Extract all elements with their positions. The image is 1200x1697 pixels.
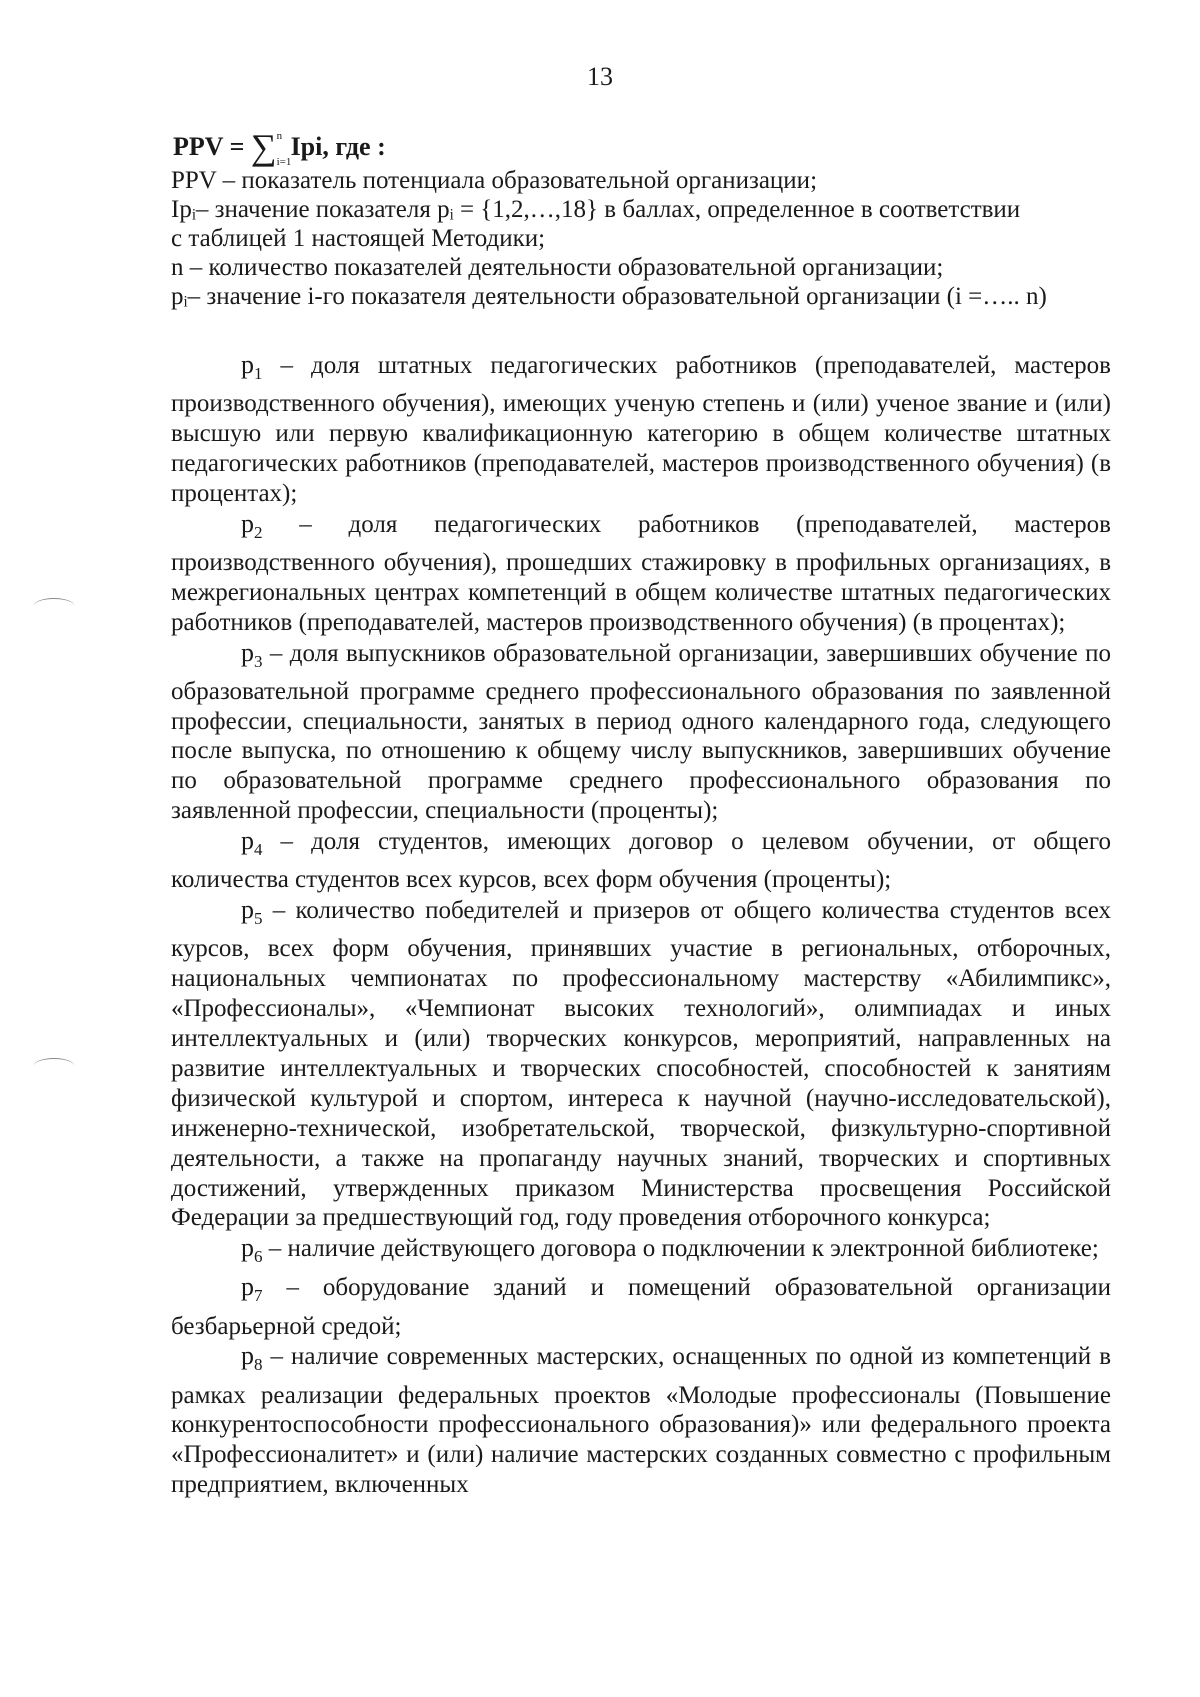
indicator-paragraph-p5 bbox=[171, 895, 1111, 1233]
indicator-text: – доля выпускников образовательной организации, завершивших обучение по образовательной программе среднего профессионального образования по заявленной профессии, специальности, занятых в период одного календарного года, следующего после выпуска, по отношению к общему числу выпускников, завершивших обучение по образовательной программе среднего профессионального образования по заявленной профессии, специальности (проценты); bbox=[171, 639, 1111, 825]
indicator-text: – доля педагогических работников (преподавателей, мастеров производственного обучения), прошедших стажировку в профильных организациях, в межрегиональных центрах компетенций в общем количестве штатных педагогических работников (преподавателей, мастеров производственного обучения) (в процентах); bbox=[171, 510, 1111, 636]
formula-legend bbox=[171, 166, 1131, 311]
indicator-list bbox=[171, 350, 1111, 1500]
legend-line: Ipᵢ– значение показателя pᵢ = {1,2,…,18} в баллах, определенное в соответствии bbox=[171, 196, 1021, 223]
indicator-text: – наличие современных мастерских, оснащенных по одной из компетенций в рамках реализации федеральных проектов «Молодые профессионалы (Повышение конкурентоспособности профессионального образования)» или федерального проекта «Профессионалитет» и (или) наличие мастерских созданных совместно с профильным предприятием, включенных bbox=[171, 1343, 1111, 1499]
indicator-paragraph-p3 bbox=[171, 638, 1111, 827]
indicator-label: $p_3$ bbox=[241, 637, 263, 671]
indicator-text: – доля студентов, имеющих договор о целевом обучении, от общего количества студентов всех курсов, всех форм обучения (проценты); bbox=[171, 828, 1111, 894]
sigma-symbol: ∑ bbox=[250, 127, 277, 167]
indicator-label: $p_5$ bbox=[241, 895, 263, 929]
indicator-text: – оборудование зданий и помещений образовательной организации безбарьерной средой; bbox=[171, 1274, 1111, 1340]
sigma-lower-limit: i=1 bbox=[276, 156, 292, 169]
indicator-paragraph-p2 bbox=[171, 509, 1111, 638]
page-number: 13 bbox=[587, 62, 613, 91]
indicator-label: $p_7$ bbox=[241, 1272, 263, 1306]
indicator-label: $p_1$ bbox=[241, 350, 263, 384]
legend-line: n – количество показателей деятельности образовательной организации; bbox=[171, 254, 944, 281]
indicator-paragraph-p4 bbox=[171, 826, 1111, 895]
indicator-text: – доля штатных педагогических работников (преподавателей, мастеров производственного обучения), имеющих ученую степень и (или) ученое звание и (или) высшую или первую квалификационную категорию в общем количестве штатных педагогических работников (преподавателей, мастеров производственного обучения) (в процентах); bbox=[171, 352, 1111, 507]
indicator-paragraph-p6 bbox=[171, 1233, 1111, 1272]
indicator-label: $p_8$ bbox=[241, 1341, 263, 1375]
indicator-paragraph-p7 bbox=[171, 1272, 1111, 1341]
formula-lhs: PPV = bbox=[173, 132, 251, 161]
indicator-text: – наличие действующего договора о подключении к электронной библиотеке; bbox=[262, 1235, 1099, 1263]
legend-line: с таблицей 1 настоящей Методики; bbox=[171, 225, 546, 252]
legend-line: pᵢ– значение i-го показателя деятельности образовательной организации (i =….. n) bbox=[171, 283, 1047, 310]
formula-suffix: , где : bbox=[322, 132, 386, 161]
indicator-label: $p_2$ bbox=[241, 508, 263, 542]
scan-margin-mark bbox=[34, 598, 74, 613]
formula-term: Ipi bbox=[290, 132, 323, 161]
sigma-upper-limit: n bbox=[276, 130, 283, 143]
indicator-text: – количество победителей и призеров от общего количества студентов всех курсов, всех форм обучения, принявших участие в региональных, отборочных, национальных чемпионатах по профессиональному мастерству «Абилимпикс», «Профессионалы», «Чемпионат высоких технологий», олимпиадах и иных интеллектуальных и (или) творческих конкурсов, мероприятий, направленных на развитие интеллектуальных и творческих способностей, способностей к занятиям физической культурой и спортом, интереса к научной (научно-исследовательской), инженерно-технической, изобретательской, творческой, физкультурно-спортивной деятельности, а также на пропаганду научных знаний, творческих и спортивных достижений, утвержденных приказом Министерства просвещения Российской Федерации за предшествующий год, году проведения отборочного конкурса; bbox=[171, 897, 1111, 1232]
legend-line: PPV – показатель потенциала образовательной организации; bbox=[171, 167, 818, 194]
indicator-paragraph-p1 bbox=[171, 350, 1111, 509]
ppv-formula bbox=[173, 126, 386, 168]
indicator-paragraph-p8 bbox=[171, 1341, 1111, 1500]
sigma-limits bbox=[276, 130, 292, 169]
indicator-label: $p_6$ bbox=[241, 1233, 263, 1267]
scan-margin-mark bbox=[34, 1058, 74, 1073]
indicator-label: $p_4$ bbox=[241, 826, 263, 860]
